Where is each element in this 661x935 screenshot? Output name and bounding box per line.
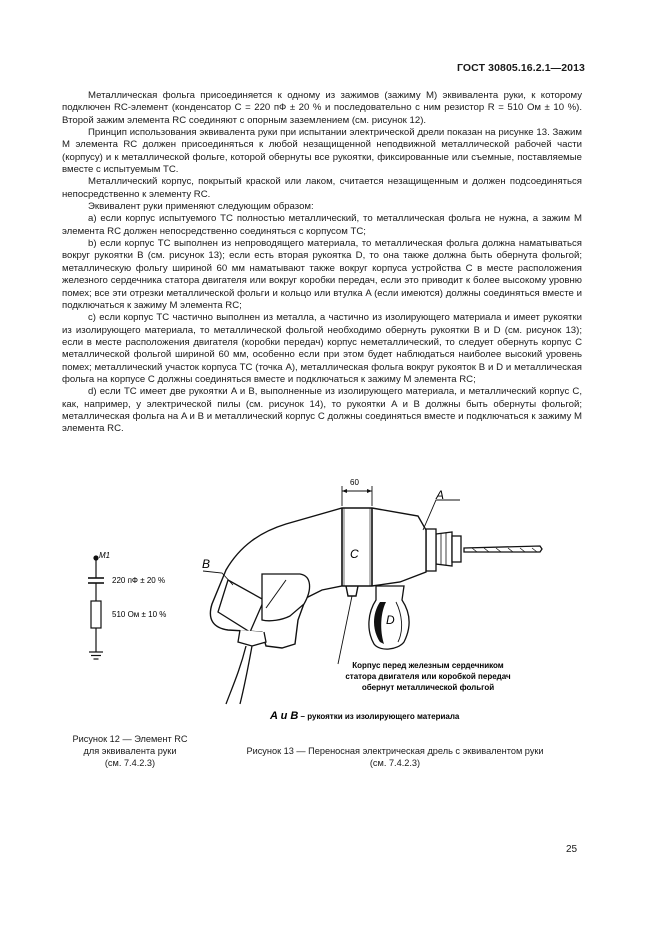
chuck-jaw bbox=[452, 536, 461, 562]
paragraph: c) если корпус ТС частично выполнен из металла, а частично из изолирующего материала и имеет рукоятки из изолирующего материала, то металлической фольгой необходимо обернуть рукоятки B и D (см. рисунок 13); если в месте расположения двигателя (коробки передач) корпус неметаллический, то следует обернуть корпус C металлической фольгой шириной 60 мм, особенно если при этом будет наблюдаться наиболее высокий уровень помех; металлический участок корпуса ТС (точка A), металлическая фольга вокруг рукояток B и D и металлическая фольга на корпусе C должны соединяться вместе и подключаться к зажиму M элемента RC; bbox=[62, 312, 582, 385]
paragraph: b) если корпус ТС выполнен из непроводящего материала, то металлическая фольга должна наматываться вокруг рукоятки B (см. рисунок 13); если есть вторая рукоятка D, то она также должна быть обернута фольгой; металлическую фольгу шириной 60 мм наматывают также вокруг корпуса устройства C в месте расположения железного сердечника статора двигателя или вокруг коробки передач, если это приводит к более высокому уровню помех; все эти отрезки металлической фольги и кольцо или втулка A (если имеются) должны соединяться вместе и подключаться к зажиму M элемента RC; bbox=[62, 238, 582, 311]
caption-line: Рисунок 13 — Переносная электрическая дрель с эквивалентом руки bbox=[246, 746, 544, 756]
foil-band-lead bbox=[346, 586, 358, 596]
capacitor-label: 220 пФ ± 20 % bbox=[112, 576, 166, 585]
document-header: ГОСТ 30805.16.2.1—2013 bbox=[457, 62, 585, 74]
resistor-symbol bbox=[91, 601, 101, 628]
note-line: статора двигателя или коробкой передач bbox=[345, 672, 511, 681]
caption-line: для эквивалента руки bbox=[83, 746, 177, 756]
resistor-label: 510 Ом ± 10 % bbox=[112, 610, 167, 619]
paragraph: Эквивалент руки применяют следующим образом: bbox=[88, 201, 314, 213]
caption-line: Рисунок 12 — Элемент RC bbox=[72, 734, 188, 744]
legend-text: – рукоятки из изолирующего материала bbox=[298, 712, 460, 721]
label-a: A bbox=[436, 488, 445, 502]
dimension-line bbox=[342, 486, 372, 506]
paragraph: d) если ТС имеет две рукоятки A и B, выполненные из изолирующего материала, и металлический корпус C, как, например, у электрической пилы (см. рисунок 14), то рукоятки A и B должны быть обернуты фольгой; металлическая фольга на A и B и металлический корпус C должны соединяться вместе и подключаться к зажиму M элемента RC. bbox=[62, 386, 582, 435]
ring-a bbox=[426, 529, 436, 571]
caption-line: (см. 7.4.2.3) bbox=[104, 758, 156, 768]
caption-line: (см. 7.4.2.3) bbox=[369, 758, 421, 768]
fig12-caption bbox=[55, 733, 205, 769]
label-d: D bbox=[386, 613, 395, 627]
label-b: B bbox=[202, 557, 211, 571]
dimension-label: 60 bbox=[350, 478, 359, 487]
power-cord bbox=[226, 646, 252, 704]
paragraph: a) если корпус испытуемого ТС полностью металлический, то металлическая фольга не нужна, а зажим M элемента RC должен непосредственно соединяться с корпусом ТС; bbox=[62, 213, 582, 237]
terminal-label: M1 bbox=[99, 551, 111, 560]
paragraph: Металлическая фольга присоединяется к одному из зажимов (зажиму M) эквивалента руки, к которому подключен RC-элемент (конденсатор C = 220 пФ ± 20 % и последовательно с ним резистор R = 510 Ом ± 10 %). Второй зажим элемента RC соединяют с опорным заземлением (см. рисунок 12). bbox=[62, 90, 582, 126]
chuck-collar bbox=[436, 532, 452, 566]
leader-note bbox=[338, 596, 352, 664]
note-line: обернут металлической фольгой bbox=[361, 683, 495, 692]
paragraph: Металлический корпус, покрытый краской или лаком, считается незащищенным и должен подсоединяться непосредственно к элементу RC. bbox=[62, 176, 582, 200]
terminal-m1-dot bbox=[94, 556, 98, 560]
fig12-rc-element-diagram bbox=[88, 556, 104, 659]
cord-strain-relief bbox=[238, 630, 266, 646]
paragraph: Принцип использования эквивалента руки при испытании электрической дрели показан на рисунке 13. Зажим M элемента RC должен присоединяться к любой незащищенной неподвижной металлической рабочей части (корпусу) и к металлической фольге, которой обернуты все рукоятки, фиксированные или съемные, поставляемые вместе с испытуемым ТС. bbox=[62, 127, 582, 176]
legend-line bbox=[269, 710, 460, 722]
leader-a bbox=[423, 500, 460, 530]
fig13-caption bbox=[210, 745, 580, 769]
label-c: C bbox=[350, 547, 359, 561]
legend-letters: A и B bbox=[270, 710, 299, 722]
note-line: Корпус перед железным сердечником bbox=[352, 661, 504, 670]
page-number: 25 bbox=[566, 844, 578, 855]
